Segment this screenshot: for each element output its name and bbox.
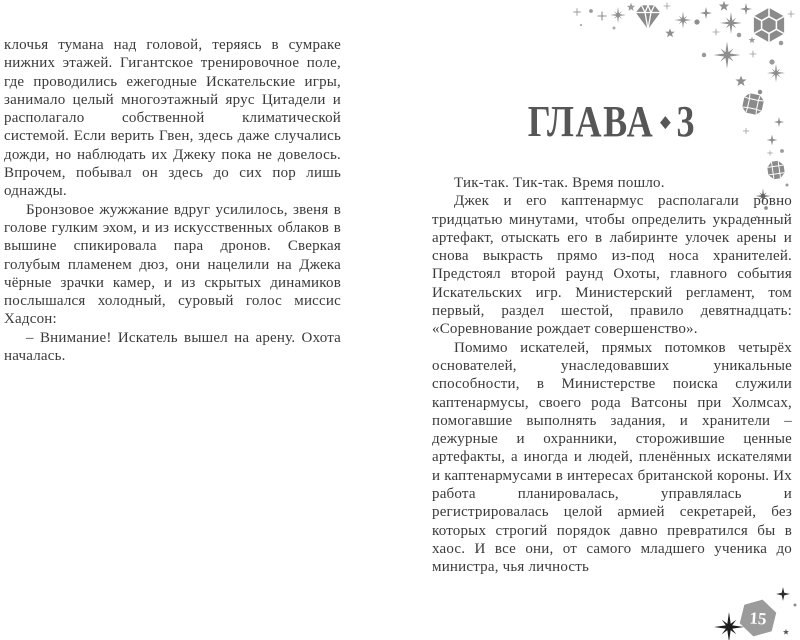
sparkle4-decoration [776,587,790,601]
page-number-badge [708,581,800,640]
paragraph: клочья тумана над головой, теряясь в сумраке нижних этажей. Гигантское тренировочное поле, где проводились ежегодные Искательские игры, занимало целый многоэтажный ярус Цитадели и располагало собственной климатической системой. Если верить Гвен, здесь даже случались дожди, но наблюдать их Джеку пока не довелось. Впрочем, побывал он здесь до сих пор лишь однажды. [4,37,341,200]
paragraph: Помимо искателей, прямых потомков четырёх основателей, унаследовавших уникальные способности, в Министерстве поиска служили каптенармусы, своего рода Ватсоны при Холмсах, помогавшие выполнять задания, и хранители – дежурные и охранники, сторожившие ценные артефакты, а иногда и людей, пленённых искателями и каптенармусами в интересах британской короны. Их работа планировалась, управлялась и регистрировалась целой армией секретарей, без которых строгий порядок давно превратился бы в хаос. И все они, от самого младшего ученика до министра, чья личность [432,339,792,576]
sparkle8-decoration [714,612,744,640]
page-number-hexagon [737,596,778,640]
dot-decoration [794,604,797,607]
chapter-number: 3 [676,97,697,146]
dialogue-paragraph: – Внимание! Искатель вышел на арену. Охота началась. [4,329,341,365]
paragraph: Тик-так. Тик-так. Время пошло. [454,175,665,191]
right-page [432,0,792,577]
paragraph: Джек и его каптенармус располагали ровно тридцатью минутами, чтобы определить украденный артефакт, отыскать его в лабиринте улочек арены и снова выкрасть прямо из-под носа хранителей. Предстоял второй раунд Охоты, главного события Искательских игр. Министерский регламент, том первый, раздел шестой, правило девятнадцать: «Соревнование рождает совершенство». [432,193,792,338]
page-number: 15 [748,608,768,629]
chapter-label: ГЛАВА [527,97,655,146]
paragraph: Бронзовое жужжание вдруг усилилось, звеня в голове гулким эхом, и из искусственных облаков в вышине спикировала пара дронов. Сверкая голубым пламенем дюз, они нацелили на Джека чёрные зрачки камер, и из скрытых динамиков послышался холодный, суровый голос миссис Хадсон: [4,201,341,328]
chapter-body [432,174,792,577]
diamond-separator-icon: ◆ [660,112,671,131]
chapter-title [464,96,759,148]
left-page [4,36,341,365]
star5-decoration [783,629,789,635]
